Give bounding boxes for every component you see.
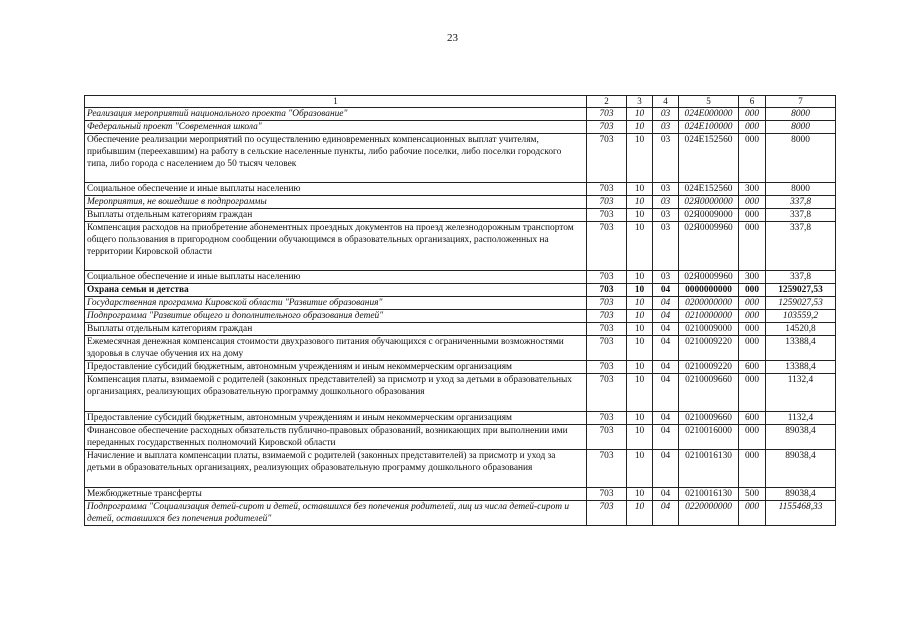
row-col7-cell: 8000 xyxy=(766,134,836,183)
row-name-cell: Компенсация платы, взимаемой с родителей (законных представителей) за присмотр и уход за детьми в образовательных организациях, реализующих образовательную программу дошкольного образования xyxy=(85,374,587,412)
row-col4-cell: 04 xyxy=(653,374,679,412)
row-col7-cell: 8000 xyxy=(766,183,836,196)
row-col3-cell: 10 xyxy=(627,284,653,297)
row-col7-cell: 337,8 xyxy=(766,222,836,271)
table-row xyxy=(85,336,836,361)
table-row xyxy=(85,450,836,488)
row-col7-cell: 1132,4 xyxy=(766,374,836,412)
row-col5-cell: 02Я0000000 xyxy=(679,196,739,209)
row-col5-cell: 0220000000 xyxy=(679,501,739,526)
budget-table xyxy=(84,95,836,526)
row-col6-cell: 600 xyxy=(739,361,766,374)
row-col4-cell: 04 xyxy=(653,297,679,310)
row-col7-cell: 89038,4 xyxy=(766,488,836,501)
row-col7-cell: 1259027,53 xyxy=(766,297,836,310)
row-col5-cell: 024E000000 xyxy=(679,108,739,121)
row-col4-cell: 04 xyxy=(653,310,679,323)
row-col2-cell: 703 xyxy=(587,134,627,183)
row-col4-cell: 03 xyxy=(653,108,679,121)
row-col6-cell: 500 xyxy=(739,488,766,501)
row-col3-cell: 10 xyxy=(627,271,653,284)
row-col6-cell: 000 xyxy=(739,297,766,310)
row-col6-cell: 000 xyxy=(739,196,766,209)
row-col6-cell: 000 xyxy=(739,501,766,526)
row-col6-cell: 300 xyxy=(739,271,766,284)
header-cell: 7 xyxy=(766,96,836,108)
row-col3-cell: 10 xyxy=(627,108,653,121)
row-col2-cell: 703 xyxy=(587,450,627,488)
row-col2-cell: 703 xyxy=(587,361,627,374)
row-col5-cell: 0200000000 xyxy=(679,297,739,310)
row-name-cell: Обеспечение реализации мероприятий по осуществлению единовременных компенсационных выплат учителям, прибывшим (переехавшим) на работу в сельские населенные пункты, либо рабочие поселки, либо поселки городского типа, либо города с населением до 50 тысяч человек xyxy=(85,134,587,183)
row-name-cell: Предоставление субсидий бюджетным, автономным учреждениям и иным некоммерческим организациям xyxy=(85,412,587,425)
row-col5-cell: 02Я0009000 xyxy=(679,209,739,222)
row-col4-cell: 03 xyxy=(653,183,679,196)
row-col6-cell: 000 xyxy=(739,222,766,271)
row-col2-cell: 703 xyxy=(587,209,627,222)
row-col2-cell: 703 xyxy=(587,374,627,412)
row-col3-cell: 10 xyxy=(627,336,653,361)
row-col3-cell: 10 xyxy=(627,134,653,183)
row-col3-cell: 10 xyxy=(627,209,653,222)
row-col7-cell: 8000 xyxy=(766,108,836,121)
row-name-cell: Государственная программа Кировской области "Развитие образования" xyxy=(85,297,587,310)
header-cell: 2 xyxy=(587,96,627,108)
row-col6-cell: 000 xyxy=(739,134,766,183)
row-col5-cell: 0000000000 xyxy=(679,284,739,297)
row-col7-cell: 1155468,33 xyxy=(766,501,836,526)
row-col5-cell: 0210016130 xyxy=(679,488,739,501)
row-col4-cell: 03 xyxy=(653,121,679,134)
table-row xyxy=(85,108,836,121)
table-row xyxy=(85,209,836,222)
table-row xyxy=(85,196,836,209)
row-name-cell: Социальное обеспечение и иные выплаты населению xyxy=(85,183,587,196)
row-name-cell: Предоставление субсидий бюджетным, автономным учреждениям и иным некоммерческим организациям xyxy=(85,361,587,374)
row-col4-cell: 03 xyxy=(653,209,679,222)
row-col6-cell: 000 xyxy=(739,121,766,134)
row-col3-cell: 10 xyxy=(627,501,653,526)
row-col2-cell: 703 xyxy=(587,121,627,134)
table-row xyxy=(85,323,836,336)
row-name-cell: Федеральный проект "Современная школа" xyxy=(85,121,587,134)
row-col6-cell: 000 xyxy=(739,108,766,121)
row-col2-cell: 703 xyxy=(587,284,627,297)
table-row xyxy=(85,425,836,450)
row-name-cell: Компенсация расходов на приобретение абонементных проездных документов на проезд железнодорожным транспортом общего пользования в пригородном сообщении обучающимся в образовательных организациях, расположенных на территории Кировской области xyxy=(85,222,587,271)
header-cell: 5 xyxy=(679,96,739,108)
row-name-cell: Финансовое обеспечение расходных обязательств публично-правовых образований, возникающих при выполнении ими переданных государственных полномочий Кировской области xyxy=(85,425,587,450)
row-col2-cell: 703 xyxy=(587,196,627,209)
row-name-cell: Социальное обеспечение и иные выплаты населению xyxy=(85,271,587,284)
row-col4-cell: 04 xyxy=(653,450,679,488)
row-col3-cell: 10 xyxy=(627,323,653,336)
table-row xyxy=(85,310,836,323)
row-col5-cell: 0210016000 xyxy=(679,425,739,450)
row-col2-cell: 703 xyxy=(587,297,627,310)
row-col4-cell: 03 xyxy=(653,134,679,183)
header-cell: 1 xyxy=(85,96,587,108)
row-col6-cell: 000 xyxy=(739,336,766,361)
table-header-row xyxy=(85,96,836,108)
table-row xyxy=(85,374,836,412)
row-col6-cell: 000 xyxy=(739,450,766,488)
row-col6-cell: 300 xyxy=(739,183,766,196)
page-number: 23 xyxy=(447,32,458,44)
row-col2-cell: 703 xyxy=(587,323,627,336)
row-col7-cell: 337,8 xyxy=(766,196,836,209)
table-row xyxy=(85,121,836,134)
table-row xyxy=(85,271,836,284)
row-col7-cell: 337,8 xyxy=(766,209,836,222)
row-col2-cell: 703 xyxy=(587,412,627,425)
table-row xyxy=(85,297,836,310)
table-row xyxy=(85,222,836,271)
row-name-cell: Подпрограмма "Развитие общего и дополнительного образования детей" xyxy=(85,310,587,323)
row-col2-cell: 703 xyxy=(587,108,627,121)
row-col5-cell: 024E152560 xyxy=(679,134,739,183)
row-name-cell: Ежемесячная денежная компенсация стоимости двухразового питания обучающихся с ограниченными возможностями здоровья в случае обучения их на дому xyxy=(85,336,587,361)
row-col4-cell: 03 xyxy=(653,222,679,271)
row-col6-cell: 000 xyxy=(739,310,766,323)
row-col5-cell: 0210009220 xyxy=(679,336,739,361)
row-col3-cell: 10 xyxy=(627,121,653,134)
row-name-cell: Реализация мероприятий национального проекта "Образование" xyxy=(85,108,587,121)
table-row xyxy=(85,284,836,297)
row-col3-cell: 10 xyxy=(627,488,653,501)
row-col4-cell: 04 xyxy=(653,488,679,501)
row-col7-cell: 1259027,53 xyxy=(766,284,836,297)
row-col7-cell: 13388,4 xyxy=(766,336,836,361)
row-col7-cell: 14520,8 xyxy=(766,323,836,336)
row-col3-cell: 10 xyxy=(627,196,653,209)
row-col5-cell: 02Я0009960 xyxy=(679,271,739,284)
row-col7-cell: 8000 xyxy=(766,121,836,134)
row-col4-cell: 04 xyxy=(653,501,679,526)
row-col6-cell: 000 xyxy=(739,323,766,336)
row-col6-cell: 000 xyxy=(739,374,766,412)
row-name-cell: Начисление и выплата компенсации платы, взимаемой с родителей (законных представителей) за присмотр и уход за детьми в образовательных организациях, реализующих образовательную программу дошкольного образования xyxy=(85,450,587,488)
row-col2-cell: 703 xyxy=(587,183,627,196)
row-name-cell: Выплаты отдельным категориям граждан xyxy=(85,323,587,336)
row-col7-cell: 13388,4 xyxy=(766,361,836,374)
row-col4-cell: 04 xyxy=(653,412,679,425)
row-col3-cell: 10 xyxy=(627,374,653,412)
row-col5-cell: 024E152560 xyxy=(679,183,739,196)
row-col3-cell: 10 xyxy=(627,361,653,374)
table-row xyxy=(85,488,836,501)
row-col7-cell: 337,8 xyxy=(766,271,836,284)
header-cell: 6 xyxy=(739,96,766,108)
row-col5-cell: 0210016130 xyxy=(679,450,739,488)
row-name-cell: Подпрограмма "Социализация детей-сирот и детей, оставшихся без попечения родителей, лиц из числа детей-сирот и детей, оставшихся без попечения родителей" xyxy=(85,501,587,526)
row-name-cell: Выплаты отдельным категориям граждан xyxy=(85,209,587,222)
row-col4-cell: 04 xyxy=(653,284,679,297)
row-col3-cell: 10 xyxy=(627,425,653,450)
row-col4-cell: 03 xyxy=(653,271,679,284)
row-col7-cell: 89038,4 xyxy=(766,450,836,488)
table-row xyxy=(85,134,836,183)
row-col4-cell: 04 xyxy=(653,323,679,336)
header-cell: 4 xyxy=(653,96,679,108)
row-col3-cell: 10 xyxy=(627,412,653,425)
table-row xyxy=(85,361,836,374)
row-name-cell: Охрана семьи и детства xyxy=(85,284,587,297)
row-col2-cell: 703 xyxy=(587,336,627,361)
header-cell: 3 xyxy=(627,96,653,108)
row-name-cell: Мероприятия, не вошедшие в подпрограммы xyxy=(85,196,587,209)
row-col6-cell: 000 xyxy=(739,425,766,450)
row-col4-cell: 04 xyxy=(653,361,679,374)
table-row xyxy=(85,412,836,425)
row-col7-cell: 1132,4 xyxy=(766,412,836,425)
row-col4-cell: 03 xyxy=(653,196,679,209)
row-col3-cell: 10 xyxy=(627,450,653,488)
row-col5-cell: 0210000000 xyxy=(679,310,739,323)
table-row xyxy=(85,501,836,526)
row-col5-cell: 02Я0009960 xyxy=(679,222,739,271)
row-col6-cell: 000 xyxy=(739,284,766,297)
row-col7-cell: 89038,4 xyxy=(766,425,836,450)
row-col2-cell: 703 xyxy=(587,425,627,450)
row-col6-cell: 000 xyxy=(739,209,766,222)
row-col3-cell: 10 xyxy=(627,183,653,196)
row-col2-cell: 703 xyxy=(587,271,627,284)
row-col6-cell: 600 xyxy=(739,412,766,425)
row-col2-cell: 703 xyxy=(587,222,627,271)
row-col2-cell: 703 xyxy=(587,488,627,501)
row-col2-cell: 703 xyxy=(587,501,627,526)
table-row xyxy=(85,183,836,196)
row-col5-cell: 0210009220 xyxy=(679,361,739,374)
row-name-cell: Межбюджетные трансферты xyxy=(85,488,587,501)
row-col5-cell: 0210009660 xyxy=(679,374,739,412)
row-col2-cell: 703 xyxy=(587,310,627,323)
row-col4-cell: 04 xyxy=(653,425,679,450)
row-col3-cell: 10 xyxy=(627,310,653,323)
row-col5-cell: 0210009660 xyxy=(679,412,739,425)
row-col7-cell: 103559,2 xyxy=(766,310,836,323)
row-col3-cell: 10 xyxy=(627,297,653,310)
row-col5-cell: 024E100000 xyxy=(679,121,739,134)
row-col3-cell: 10 xyxy=(627,222,653,271)
row-col4-cell: 04 xyxy=(653,336,679,361)
row-col5-cell: 0210009000 xyxy=(679,323,739,336)
